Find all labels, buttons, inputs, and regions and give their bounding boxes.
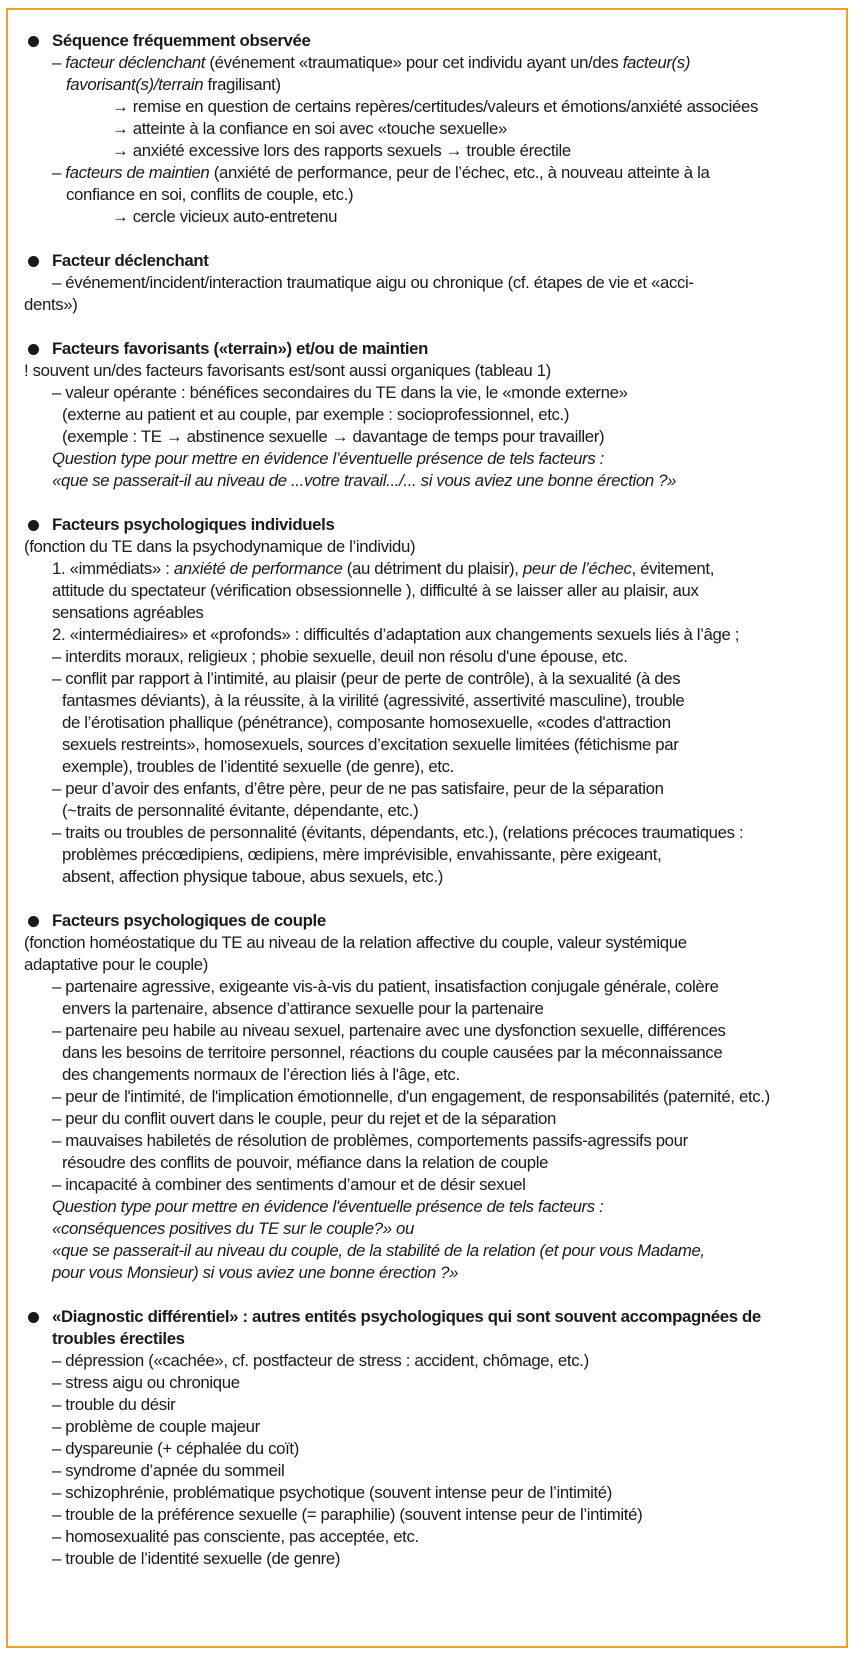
text-line: – partenaire agressive, exigeante vis-à-vis du patient, insatisfaction conjugale générale, colère [52,977,719,996]
text-line: – facteur déclenchant (événement «traumatique» pour cet individu ayant un/des facteur(s) [52,53,691,72]
text-line: – partenaire peu habile au niveau sexuel, partenaire avec une dysfonction sexuelle, différences [52,1021,726,1040]
section-differential [24,1306,839,1570]
heading-text: Facteurs psychologiques individuels [52,515,335,534]
text-line: (externe au patient et au couple, par exemple : socioprofessionnel, etc.) [62,405,570,424]
text-line: «conséquences positives du TE sur le couple?» ou [52,1219,414,1238]
text-line: (fonction du TE dans la psychodynamique de l’individu) [24,537,416,556]
bullet-dot-icon [28,256,39,267]
heading-text: «Diagnostic différentiel» : autres entités psychologiques qui sont souvent accompagnées de [52,1307,761,1326]
document-content [24,30,839,1592]
text-line: adaptative pour le couple) [24,955,209,974]
text-line: – facteurs de maintien (anxiété de performance, peur de l’échec, etc., à nouveau atteinte à la [52,163,710,182]
text-line: attitude du spectateur (vérification obsessionnelle ), difficulté à se laisser aller au plaisir, aux [52,581,699,600]
heading-text: troubles érectiles [52,1329,185,1348]
text-line: → cercle vicieux auto-entretenu [112,207,338,226]
section-heading [24,1306,839,1328]
text-line: (exemple : TE → abstinence sexuelle → davantage de temps pour travailler) [62,427,605,446]
section-individual [24,514,839,888]
text-line: – interdits moraux, religieux ; phobie sexuelle, deuil non résolu d'une épouse, etc. [52,647,628,666]
text-line: dans les besoins de territoire personnel, réactions du couple causées par la méconnaissance [62,1043,723,1062]
text-line: – valeur opérante : bénéfices secondaires du TE dans la vie, le «monde externe» [52,383,628,402]
section-heading [24,250,839,272]
text-line: 2. «intermédiaires» et «profonds» : difficultés d’adaptation aux changements sexuels liés à l’âge ; [52,625,740,644]
text-line: – traits ou troubles de personnalité (évitants, dépendants, etc.), (relations précoces traumatiques : [52,823,744,842]
text-line: (fonction homéostatique du TE au niveau de la relation affective du couple, valeur systémique [24,933,687,952]
bullet-dot-icon [28,344,39,355]
text-line: résoudre des conflits de pouvoir, méfiance dans la relation de couple [62,1153,549,1172]
heading-text: Facteurs psychologiques de couple [52,911,326,930]
section-trigger [24,250,839,316]
text-line: pour vous Monsieur) si vous aviez une bonne érection ?» [52,1263,459,1282]
section-heading [24,30,839,52]
text-line: dents») [24,295,78,314]
section-heading [24,338,839,360]
bullet-dot-icon [28,520,39,531]
text-line: – incapacité à combiner des sentiments d’amour et de désir sexuel [52,1175,526,1194]
list-item: – trouble du désir [52,1395,176,1414]
bullet-dot-icon [28,1312,39,1323]
text-line: – peur du conflit ouvert dans le couple, peur du rejet et de la séparation [52,1109,556,1128]
list-item: – stress aigu ou chronique [52,1373,240,1392]
list-item: – problème de couple majeur [52,1417,260,1436]
text-line: «que se passerait-il au niveau du couple, de la stabilité de la relation (et pour vous Madame, [52,1241,705,1260]
text-line: – peur de l'intimité, de l'implication émotionnelle, d'un engagement, de responsabilités (paternité, etc.) [52,1087,770,1106]
text-line: problèmes précœdipiens, œdipiens, mère imprévisible, envahissante, père exigeant, [62,845,662,864]
section-couple [24,910,839,1284]
text-line: Question type pour mettre en évidence l’éventuelle présence de tels facteurs : [52,449,604,468]
list-item: – schizophrénie, problématique psychotique (souvent intense peur de l’intimité) [52,1483,613,1502]
text-line: → anxiété excessive lors des rapports sexuels → trouble érectile [112,141,571,160]
section-heading [24,910,839,932]
bullet-dot-icon [28,916,39,927]
list-item: – homosexualité pas consciente, pas acceptée, etc. [52,1527,419,1546]
text-line: Question type pour mettre en évidence l'éventuelle présence de tels facteurs : [52,1197,604,1216]
text-line: des changements normaux de l’érection liés à l'âge, etc. [62,1065,460,1084]
text-line: sexuels restreints», homosexuels, sources d’excitation sexuelle limitées (fétichisme par [62,735,679,754]
list-item: – trouble de la préférence sexuelle (= paraphilie) (souvent intense peur de l’intimité) [52,1505,643,1524]
list-item: – dépression («cachée», cf. postfacteur de stress : accident, chômage, etc.) [52,1351,589,1370]
text-line: sensations agréables [52,603,204,622]
text-line: «que se passerait-il au niveau de ...votre travail.../... si vous aviez une bonne érection ?» [52,471,677,490]
heading-text: Facteurs favorisants («terrain») et/ou de maintien [52,339,429,358]
text-line: – conflit par rapport à l’intimité, au plaisir (peur de perte de contrôle), à la sexualité (à des [52,669,681,688]
bullet-dot-icon [28,36,39,47]
text-line: → remise en question de certains repères/certitudes/valeurs et émotions/anxiété associées [112,97,759,116]
text-line: (~traits de personnalité évitante, dépendante, etc.) [62,801,419,820]
section-heading [24,514,839,536]
section-sequence [24,30,839,228]
list-item: – dyspareunie (+ céphalée du coït) [52,1439,299,1458]
text-line: ! souvent un/des facteurs favorisants est/sont aussi organiques (tableau 1) [24,361,551,380]
text-line: 1. «immédiats» : anxiété de performance (au détriment du plaisir), peur de l’échec, évitement, [52,559,715,578]
text-line: exemple), troubles de l’identité sexuelle (de genre), etc. [62,757,454,776]
text-line: – mauvaises habiletés de résolution de problèmes, comportements passifs-agressifs pour [52,1131,688,1150]
text-line: fantasmes déviants), à la réussite, à la virilité (agressivité, assertivité masculine), trouble [62,691,685,710]
list-item: – trouble de l’identité sexuelle (de genre) [52,1549,341,1568]
heading-text: Séquence fréquemment observée [52,31,311,50]
text-line: – peur d’avoir des enfants, d’être père, peur de ne pas satisfaire, peur de la séparation [52,779,664,798]
text-line: absent, affection physique taboue, abus sexuels, etc.) [62,867,444,886]
text-line: confiance en soi, conflits de couple, etc.) [66,185,354,204]
section-heading-continued [24,1328,839,1350]
text-line: de l’érotisation phallique (pénétrance), composante homosexuelle, «codes d'attraction [62,713,671,732]
text-line: – événement/incident/interaction traumatique aigu ou chronique (cf. étapes de vie et «acci- [52,273,694,292]
text-line: favorisant(s)/terrain fragilisant) [66,75,281,94]
text-line: envers la partenaire, absence d’attirance sexuelle pour la partenaire [62,999,544,1018]
heading-text: Facteur déclenchant [52,251,209,270]
text-line: → atteinte à la confiance en soi avec «touche sexuelle» [112,119,507,138]
section-favoring [24,338,839,492]
list-item: – syndrome d’apnée du sommeil [52,1461,285,1480]
